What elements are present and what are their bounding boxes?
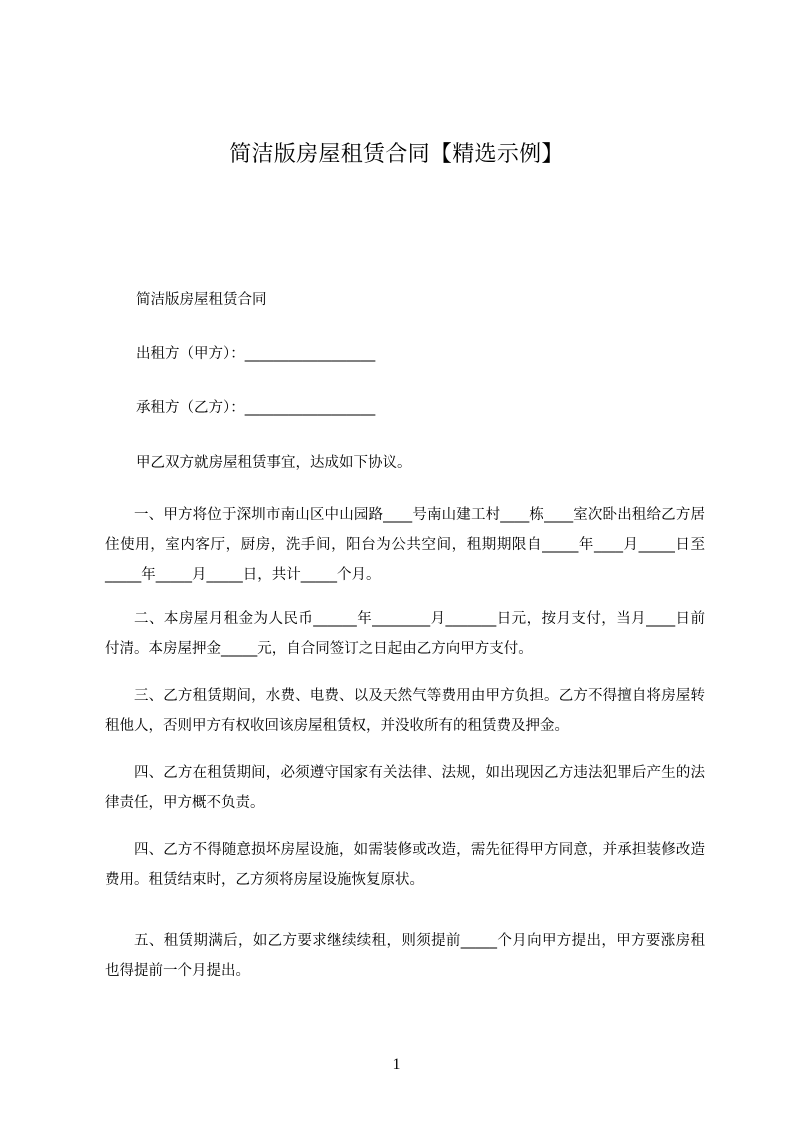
clause-text: 一、甲方将位于深圳市南山区中山园路____号南山建工村____栋____室次卧出租给乙方居住使用，室内客厅，厨房，洗手间，阳台为公共空间，租期期限自_____年____月_____日至_____年_____月_____日，共计_____个月。 xyxy=(105,507,705,583)
clause-text: 二、本房屋月租金为人民币______年________月_______日元，按月支付，当月____日前付清。本房屋押金_____元，自合同签订之日起由乙方向甲方支付。 xyxy=(105,611,705,657)
clause-6 xyxy=(105,926,705,986)
clause-1 xyxy=(105,500,705,590)
party-b-line: 承租方（乙方）：__________________ xyxy=(136,400,376,416)
clause-4 xyxy=(105,758,705,818)
party-a-line: 出租方（甲方）：__________________ xyxy=(136,346,376,362)
clause-5 xyxy=(105,835,705,895)
clause-3 xyxy=(105,681,705,741)
intro-line: 甲乙双方就房屋租赁事宜，达成如下协议。 xyxy=(136,455,412,471)
clause-text: 五、租赁期满后，如乙方要求继续续租，则须提前_____个月向甲方提出，甲方要涨房租也得提前一个月提出。 xyxy=(105,933,705,979)
clause-text: 四、乙方在租赁期间，必须遵守国家有关法律、法规，如出现因乙方违法犯罪后产生的法律责任，甲方概不负责。 xyxy=(105,765,705,811)
clause-text: 四、乙方不得随意损坏房屋设施，如需装修或改造，需先征得甲方同意，并承担装修改造费用。租赁结束时，乙方须将房屋设施恢复原状。 xyxy=(105,842,705,888)
page-number: 1 xyxy=(392,1056,401,1073)
clause-text: 三、乙方租赁期间，水费、电费、以及天然气等费用由甲方负担。乙方不得擅自将房屋转租他人，否则甲方有权收回该房屋租赁权，并没收所有的租赁费及押金。 xyxy=(105,688,705,734)
document-title: 简洁版房屋租赁合同【精选示例】 xyxy=(229,142,564,167)
clause-2 xyxy=(105,604,705,664)
contract-subtitle: 简洁版房屋租赁合同 xyxy=(136,292,267,308)
